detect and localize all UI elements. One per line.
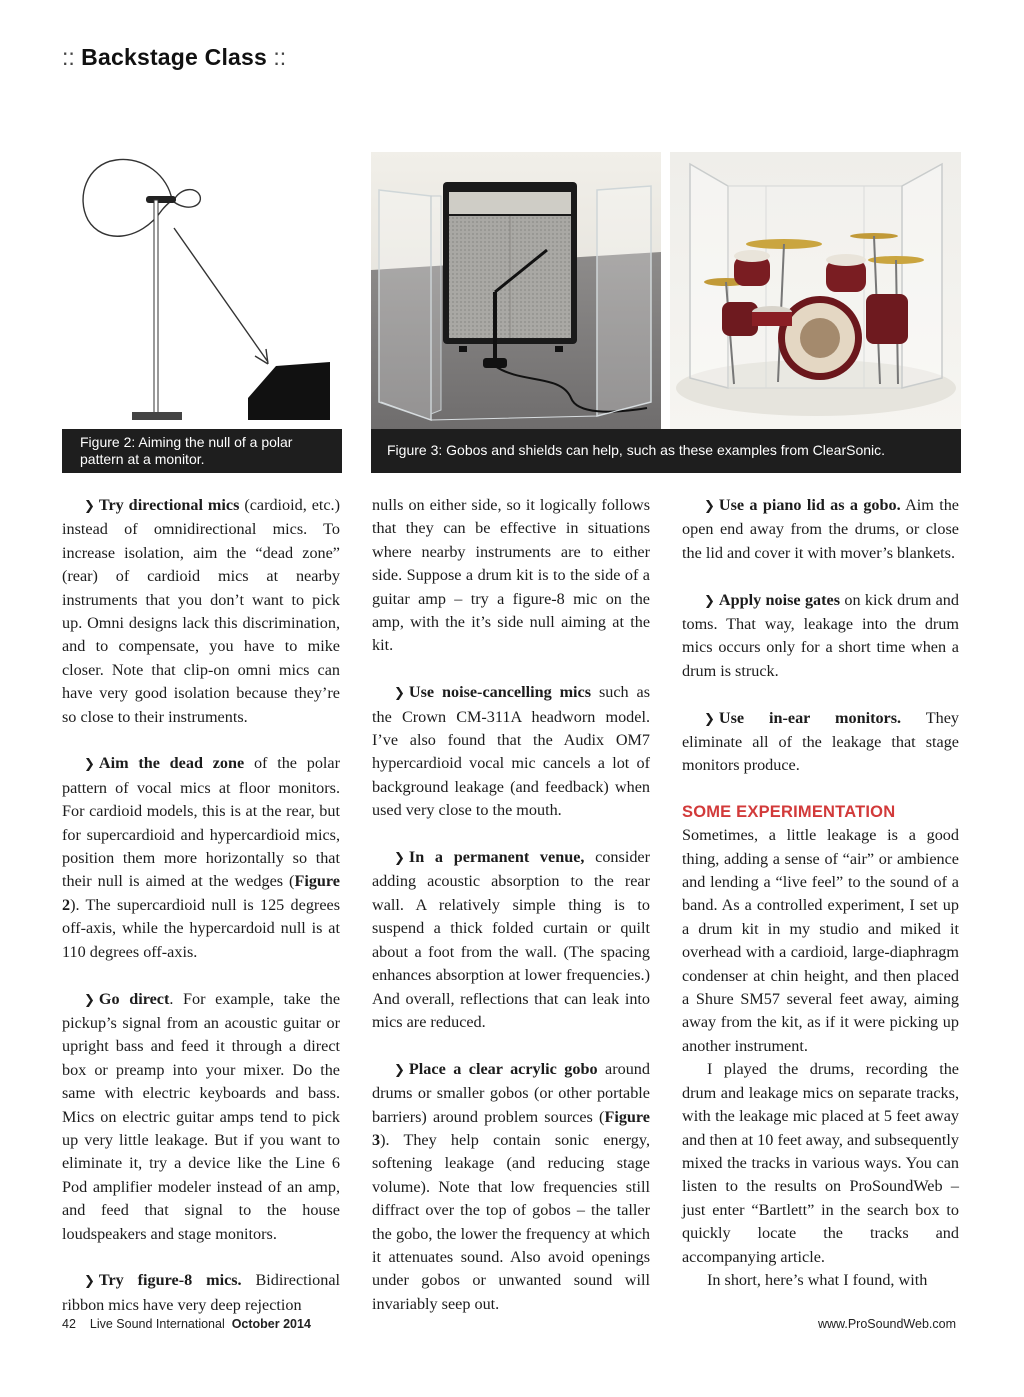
chevron-right-icon: ❯ [394,686,405,702]
chevron-right-icon: ❯ [84,992,95,1008]
paragraph-text: . For example, take the pickup’s signal from an acoustic guitar or upright bass and feed it through a direct box or preamp into your mixer. Do the same with electric keyboards and bass. Mics on electric guitar amps tend to pick up very little leakage. But if you want to eliminate it, try a device like the Line 6 Pod amplifier modeler instead of an amp, and feed that signal to the house loudspeakers and stage monitors. [62,989,340,1243]
paragraph-text: (cardioid, etc.) instead of omnidirectional mics. To increase isolation, aim the “dead zone” (rear) of cardioid mics at nearby instruments that you don’t want to pick up. Omni designs lack this discrimination, and to compensate, you have to mike closer. Note that clip-on omni mics can have very good isolation because they’re so close to their instruments. [62,496,340,726]
paragraph-piano-lid [682,494,959,565]
paragraph-lead: Go direct [98,989,170,1008]
header-title: Backstage Class [81,44,268,70]
paragraph-noise-gates [682,589,959,684]
paragraph-lead: Try directional mics [98,496,240,514]
section-header [62,44,286,71]
paragraph-lead: Apply noise gates [718,590,841,609]
chevron-right-icon: ❯ [84,757,95,773]
figure-2-illustration [62,150,342,430]
chevron-right-icon: ❯ [704,499,715,514]
paragraph-text: of the polar pattern of vocal mics at floor monitors. For cardioid models, this is at the rear, but for supercardioid and hypercardioid mics, position them more horizontally so that their null is aimed at the wedges ( [62,754,340,891]
paragraph-acrylic-gobo [372,1058,650,1316]
header-suffix: :: [273,44,287,70]
article-column-3 [682,494,959,1292]
paragraph-dead-zone [62,752,340,964]
paragraph-text: ). They help contain sonic energy, softening leakage (and reducing stage volume). Note that low frequencies still diffract over the top of gobos – the taller the gobo, the lower the frequency at which it attenuates sound. Also avoid openings under gobos or unwanted sound will invariably seep out. [372,1130,650,1313]
mic-stand-pole [154,200,158,414]
paragraph-noise-cancelling [372,681,650,822]
paragraph-text: around drums or smaller gobos (or other portable barriers) around problem sources ( [372,1059,650,1126]
paragraph-lead: In a permanent venue, [408,848,585,867]
mic-stand-base [132,412,182,420]
website-url: www.ProSoundWeb.com [817,1317,956,1331]
paragraph-findings: In short, here’s what I found, with [707,1270,928,1289]
paragraph-lead: Use a piano lid as a gobo. [718,496,901,514]
issue-date: October 2014 [231,1317,311,1331]
header-prefix: :: [62,44,75,70]
figure-reference: Figure 3 [372,1107,650,1149]
chevron-right-icon: ❯ [84,499,95,514]
article-column-2 [372,494,650,1316]
section-heading: SOME EXPERIMENTATION [682,803,896,822]
page-footer-left [62,1317,311,1331]
paragraph-text: Aim the open end away from the drums, or close the lid and cover it with mover’s blankets. [682,496,959,562]
paragraph-lead: Aim the dead zone [98,754,245,773]
page-number: 42 [62,1317,76,1331]
paragraph-text: such as the Crown CM-311A headworn model. I’ve also found that the Audix OM7 hypercardioid vocal mic cancels a lot of background leakage (and feedback) when used very close to the mouth. [372,683,650,820]
paragraph-lead: Try figure-8 mics. [98,1271,242,1290]
paragraph-figure-8 [62,1269,340,1317]
photo-drum-shield [670,152,961,429]
chevron-right-icon: ❯ [84,1274,95,1290]
publication-name: Live Sound International [89,1317,225,1331]
paragraph-in-ear-monitors [682,707,959,778]
paragraph-lead: Place a clear acrylic gobo [408,1059,598,1078]
paragraph-text: They eliminate all of the leakage that stage monitors produce. [682,708,959,775]
photo-amp-gobo [371,152,661,429]
aim-arrow-head [255,349,268,364]
polar-pattern-rear-lobe [174,190,200,208]
figure-3-photos [371,152,961,429]
paragraph-lead: Use noise-cancelling mics [408,683,592,702]
article-column-1 [62,494,340,1317]
paragraph-results: I played the drums, recording the drum and leakage mics on separate tracks, with the leakage mic placed at 5 feet away and then at 10 feet away, and subsequently mixed the tracks in various ways. You can listen to the results on ProSoundWeb – just enter “Bartlett” in the search box to quickly locate the tracks and accompanying article. [682,1060,959,1266]
floor-wedge-monitor [248,362,330,420]
chevron-right-icon: ❯ [394,1062,405,1078]
paragraph-text: consider adding acoustic absorption to the rear wall. A relatively simple thing is to suspend a thick folded curtain or quilt about a foot from the wall. (The spacing enhances absorption at lower frequencies.) And overall, reflections that can leak into mics are reduced. [372,848,650,1031]
chevron-right-icon: ❯ [394,851,405,867]
paragraph-directional-mics [62,494,340,729]
microphone [146,196,176,203]
paragraph-text: Bidirectional ribbon mics have very deep rejection [62,1271,340,1314]
chevron-right-icon: ❯ [704,593,715,609]
paragraph-text: on kick drum and toms. That way, leakage into the drum mics occurs only for a short time when a drum is struck. [682,590,959,680]
chevron-right-icon: ❯ [704,711,715,727]
figure-reference: Figure 2 [62,872,340,914]
paragraph-go-direct [62,988,340,1246]
paragraph-figure-8-continued: nulls on either side, so it logically follows that they can be effective in situations where nearby instruments are to either side. Suppose a drum kit is to the side of a guitar amp – try a figure-8 mic on the amp, with the it’s side null aiming at the kit. [372,496,650,655]
paragraph-lead: Use in-ear monitors. [718,708,902,727]
paragraph-permanent-venue [372,846,650,1034]
figure-2-caption: Figure 2: Aiming the null of a polar pattern at a monitor. [62,429,342,473]
figure-3-caption: Figure 3: Gobos and shields can help, such as these examples from ClearSonic. [371,429,961,473]
paragraph-experiment: Sometimes, a little leakage is a good thing, adding a sense of “air” or ambience and lending a “live feel” to the sound of a band. As a controlled experiment, I set up a drum kit in my studio and miked it overhead with a cardioid, large-diaphragm condenser at chin height, and then placed a Shure SM57 several feet away, aiming away from the kit, as if it were picking up another instrument. [682,826,959,1055]
paragraph-text: ). The supercardioid null is 125 degrees off-axis, while the hypercardoid null is at 110 degrees off-axis. [62,895,340,961]
aim-arrow-line [174,228,268,362]
